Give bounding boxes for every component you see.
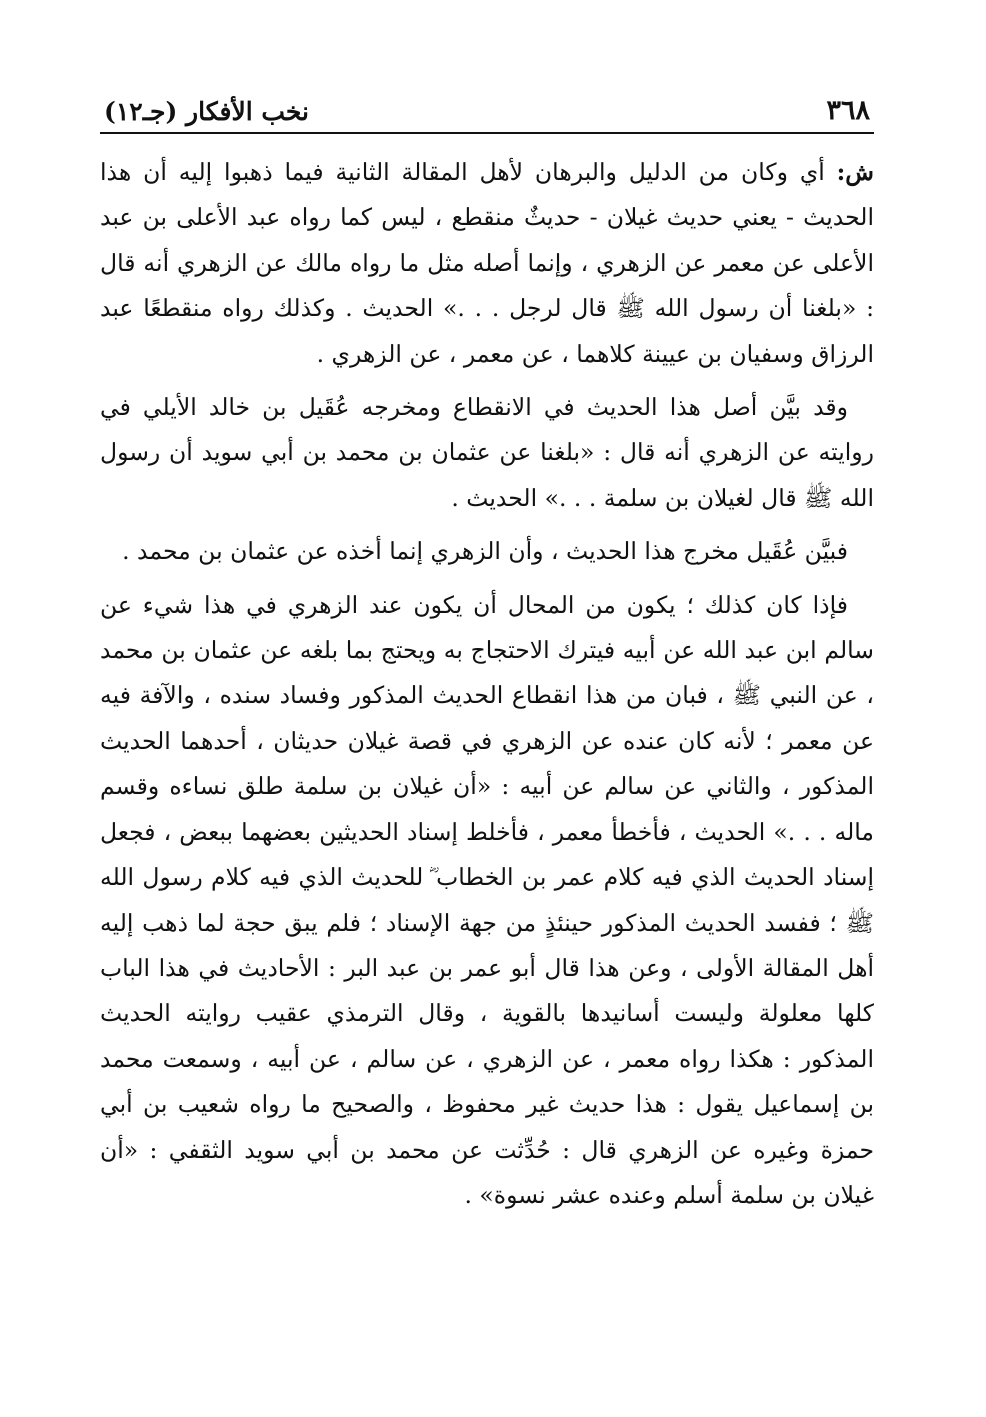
commentary-marker: ش: [836,158,874,186]
paragraph-4: فإذا كان كذلك ؛ يكون من المحال أن يكون عند الزهري في هذا شيء عن سالم ابن عبد الله عن أبيه فيترك الاحتجاج به ويحتج بما بلغه عن عثمان بن محمد ، عن النبي ﷺ ، فبان من هذا انقطاع الحديث المذكور وفساد سنده ، والآفة فيه عن معمر ؛ لأنه كان عنده عن الزهري في قصة غيلان حديثان ، أحدهما الحديث المذكور ، والثاني عن سالم عن أبيه : «أن غيلان بن سلمة طلق نساءه وقسم ماله . . .» الحديث ، فأخطأ معمر ، فأخلط إسناد الحديثين بعضهما ببعض ، فجعل إسناد الحديث الذي فيه كلام عمر بن الخطاب ؓ للحديث الذي فيه كلام رسول الله ﷺ ؛ ففسد الحديث المذكور حينئذٍ من جهة الإسناد ؛ فلم يبق حجة لما ذهب إليه أهل المقالة الأولى ، وعن هذا قال أبو عمر بن عبد البر : الأحاديث في هذا الباب كلها معلولة وليست أسانيدها بالقوية ، وقال الترمذي عقيب روايته الحديث المذكور : هكذا رواه معمر ، عن الزهري ، عن سالم ، عن أبيه ، وسمعت محمد بن إسماعيل يقول : هذا حديث غير محفوظ ، والصحيح ما رواه شعيب بن أبي حمزة وغيره عن الزهري قال : حُدِّثت عن محمد بن أبي سويد الثقفي : «أن غيلان بن سلمة أسلم وعنده عشر نسوة» . [100,590,874,1209]
running-title: نخب الأفكار (جـ١٢) [104,97,310,126]
paragraph-commentary [100,150,874,377]
body-text [100,150,874,1218]
paragraph-3: فبيَّن عُقَيل مخرج هذا الحديث ، وأن الزهري إنما أخذه عن عثمان بن محمد . [122,537,848,566]
book-page [100,86,874,1386]
page-header [100,86,874,134]
paragraph-2: وقد بيَّن أصل هذا الحديث في الانقطاع ومخرجه عُقَيل بن خالد الأيلي في روايته عن الزهري أنه قال : «بلغنا عن عثمان بن محمد بن أبي سويد أن رسول الله ﷺ قال لغيلان بن سلمة . . .» الحديث . [100,393,874,512]
page-number: ٣٦٨ [826,95,870,126]
paragraph-1-text: أي وكان من الدليل والبرهان لأهل المقالة الثانية فيما ذهبوا إليه أن هذا الحديث - يعني حديث غيلان - حديثٌ منقطع ، ليس كما رواه عبد الأعلى بن عبد الأعلى عن معمر عن الزهري ، وإنما أصله مثل ما رواه مالك عن الزهري أنه قال : «بلغنا أن رسول الله ﷺ قال لرجل . . .» الحديث . وكذلك رواه منقطعًا عبد الرزاق وسفيان بن عيينة كلاهما ، عن معمر ، عن الزهري . [100,158,874,368]
